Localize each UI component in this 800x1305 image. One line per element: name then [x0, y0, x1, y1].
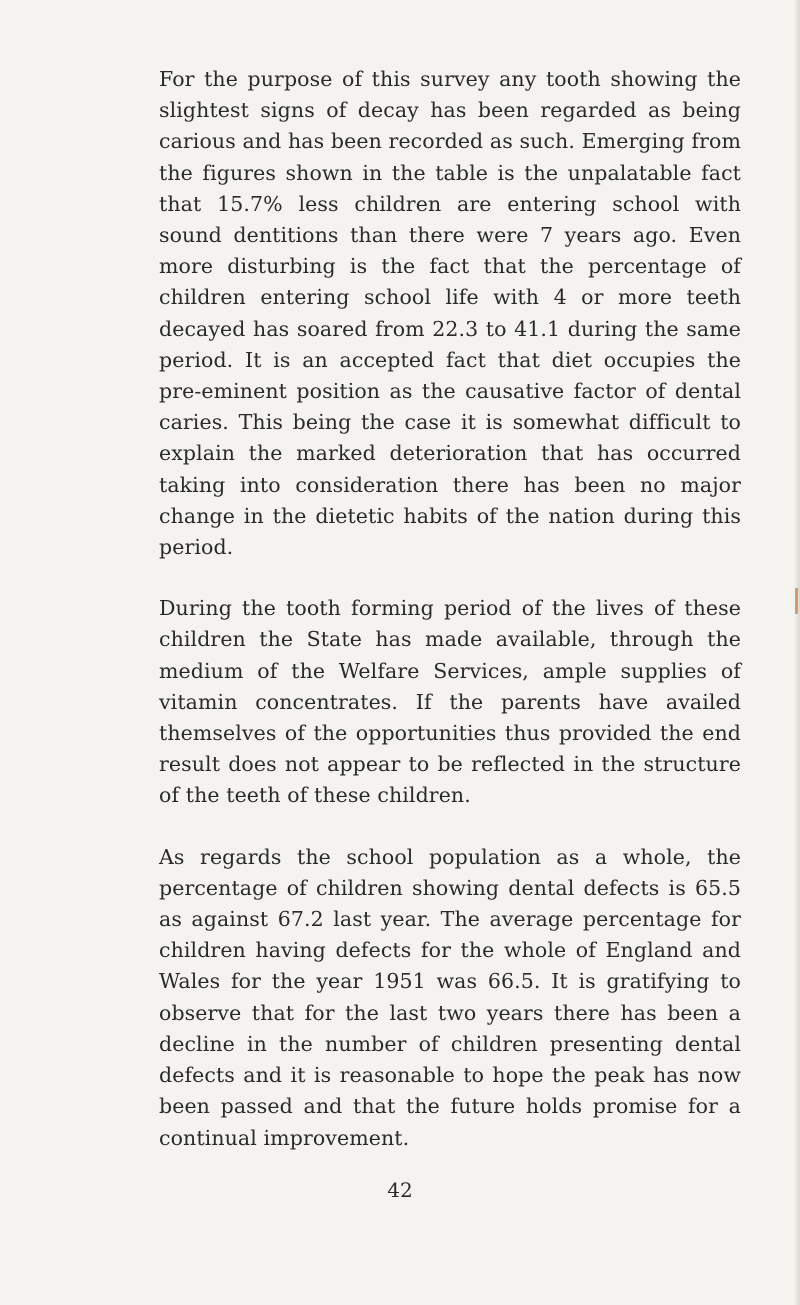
- paragraph-vitamin-supplies: During the tooth forming period of the lives of these children the State has made available, through the medium of the Welfare Services, ample supplies of vitamin concentrates. If the parents have availed themselves of the opportunities thus provided the end result does not appear to be reflected in the structure of the teeth of these children.: [159, 596, 741, 808]
- page-edge: [794, 0, 800, 1305]
- paragraph-school-population: As regards the school population as a whole, the percentage of children showing dental defects is 65.5 as against 67.2 last year. The average percentage for children having defects for the whole of England and Wales for the year 1951 was 66.5. It is gratifying to observe that for the last two years there has been a decline in the number of children presenting dental defects and it is reasonable to hope the peak has now been passed and that the future holds promise for a continual improvement.: [159, 844, 741, 1150]
- page-number: 42: [387, 1178, 413, 1202]
- body-text: [159, 64, 741, 1154]
- page-edge-mark: [795, 588, 798, 614]
- paragraph-caries-survey: For the purpose of this survey any tooth showing the slightest signs of decay has been regarded as being carious and has been recorded as such. Emerging from the figures shown in the table is the unpalatable fact that 15.7% less children are entering school with sound dentitions than there were 7 years ago. Even more disturbing is the fact that the percentage of children entering school life with 4 or more teeth decayed has soared from 22.3 to 41.1 during the same period. It is an accepted fact that diet occupies the pre-eminent position as the causative factor of dental caries. This being the case it is somewhat difficult to explain the marked deterioration that has occurred taking into consideration there has been no major change in the dietetic habits of the nation during this period.: [159, 67, 741, 560]
